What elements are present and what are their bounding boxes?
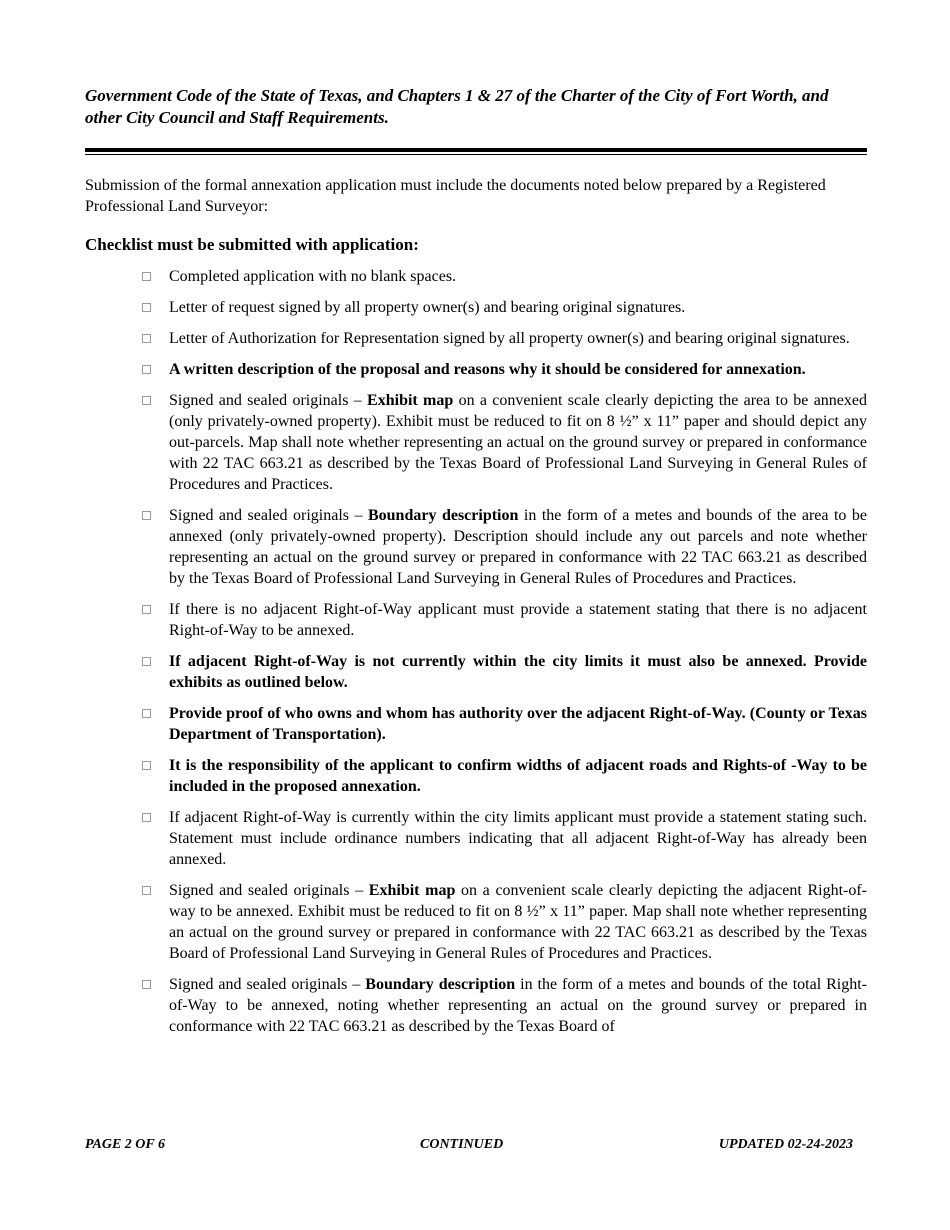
page-footer — [85, 1137, 853, 1157]
checkbox-icon[interactable] — [142, 886, 151, 895]
checklist-item — [85, 703, 867, 745]
checklist-item-text: Signed and sealed originals – Exhibit map on a convenient scale clearly depicting the adjacent Right-of-way to be annexed. Exhibit must be reduced to fit on 8 ½” x 11” paper. Map shall note whether representing an actual on the ground survey or prepared in conformance with 22 TAC 663.21 as described by the Texas Board of Professional Land Surveying in General Rules of Procedures and Practices. — [169, 882, 867, 962]
checklist-item — [85, 599, 867, 641]
divider-thin-line — [85, 154, 867, 155]
checklist-title: Checklist must be submitted with application: — [85, 235, 419, 254]
checkbox-icon[interactable] — [142, 980, 151, 989]
checklist-item-text: A written description of the proposal and reasons why it should be considered for annexation. — [169, 361, 806, 378]
checklist-item — [85, 880, 867, 964]
header-text: Government Code of the State of Texas, and Chapters 1 & 27 of the Charter of the City of Fort Worth, and other City Council and Staff Requirements. — [85, 86, 829, 127]
checkbox-icon[interactable] — [142, 303, 151, 312]
checkbox-icon[interactable] — [142, 657, 151, 666]
checklist — [85, 266, 867, 1037]
checkbox-icon[interactable] — [142, 365, 151, 374]
checklist-item — [85, 359, 867, 380]
checklist-item — [85, 807, 867, 870]
footer-page-number: PAGE 2 OF 6 — [85, 1137, 165, 1152]
checklist-item — [85, 328, 867, 349]
checkbox-icon[interactable] — [142, 709, 151, 718]
checklist-item-text: Letter of request signed by all property owner(s) and bearing original signatures. — [169, 299, 686, 316]
footer-updated-date: UPDATED 02-24-2023 — [718, 1137, 853, 1152]
checklist-item — [85, 755, 867, 797]
document-page — [85, 85, 867, 1047]
checklist-item — [85, 266, 867, 287]
checkbox-icon[interactable] — [142, 605, 151, 614]
checklist-item-text: It is the responsibility of the applicant to confirm widths of adjacent roads and Rights-of -Way to be included in the proposed annexation. — [169, 757, 867, 795]
checklist-item — [85, 651, 867, 693]
checklist-item — [85, 297, 867, 318]
checklist-item-text: If adjacent Right-of-Way is currently within the city limits applicant must provide a statement stating such. Statement must include ordinance numbers indicating that all adjacent Right-of-Way has already been annexed. — [169, 809, 867, 868]
checklist-item — [85, 505, 867, 589]
header-divider — [85, 148, 867, 155]
footer-continued: CONTINUED — [420, 1137, 504, 1152]
checklist-item-text: If adjacent Right-of-Way is not currently within the city limits it must also be annexed. Provide exhibits as outlined below. — [169, 653, 867, 691]
checkbox-icon[interactable] — [142, 511, 151, 520]
checklist-item-text: If there is no adjacent Right-of-Way applicant must provide a statement stating that there is no adjacent Right-of-Way to be annexed. — [169, 601, 867, 639]
checkbox-icon[interactable] — [142, 272, 151, 281]
checkbox-icon[interactable] — [142, 761, 151, 770]
checklist-item — [85, 390, 867, 495]
checklist-item-text: Signed and sealed originals – Boundary description in the form of a metes and bounds of the total Right-of-Way to be annexed, noting whether representing an actual on the ground survey or prepared in conformance with 22 TAC 663.21 as described by the Texas Board of — [169, 976, 868, 1035]
checklist-item — [85, 974, 867, 1037]
checkbox-icon[interactable] — [142, 396, 151, 405]
checklist-item-text: Provide proof of who owns and whom has authority over the adjacent Right-of-Way. (County or Texas Department of Transportation). — [169, 705, 867, 743]
checklist-item-text: Letter of Authorization for Representation signed by all property owner(s) and bearing original signatures. — [169, 330, 850, 347]
checklist-item-text: Completed application with no blank spaces. — [169, 268, 457, 285]
submission-paragraph: Submission of the formal annexation application must include the documents noted below prepared by a Registered Professional Land Surveyor: — [85, 177, 826, 215]
checkbox-icon[interactable] — [142, 334, 151, 343]
divider-thick-line — [85, 148, 867, 152]
checklist-item-text: Signed and sealed originals – Exhibit map on a convenient scale clearly depicting the area to be annexed (only privately-owned property). Exhibit must be reduced to fit on 8 ½” x 11” paper and should depict any out-parcels. Map shall note whether representing an actual on the ground survey or prepared in conformance with 22 TAC 663.21 as described by the Texas Board of Professional Land Surveying in General Rules of Procedures and Practices. — [169, 392, 868, 493]
checklist-item-text: Signed and sealed originals – Boundary description in the form of a metes and bounds of the area to be annexed (only privately-owned property). Description should include any out parcels and note whether representing an actual on the ground survey or prepared in conformance with 22 TAC 663.21 as described by the Texas Board of Professional Land Surveying in General Rules of Procedures and Practices. — [169, 507, 867, 587]
checkbox-icon[interactable] — [142, 813, 151, 822]
